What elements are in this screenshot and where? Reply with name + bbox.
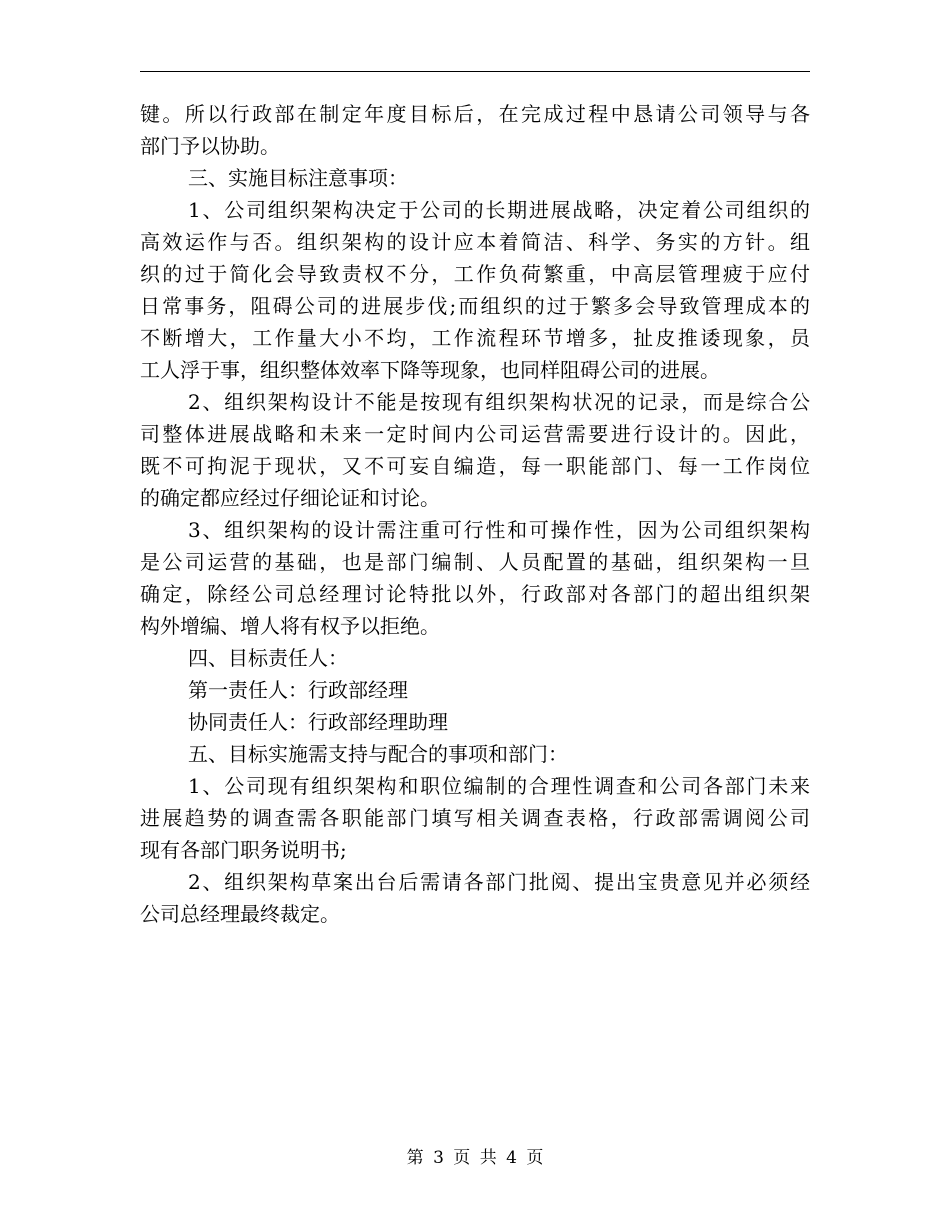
text-line: 是公司运营的基础，也是部门编制、人员配置的基础，组织架构一旦	[140, 550, 810, 574]
text-line: 既不可拘泥于现状，又不可妄自编造，每一职能部门、每一工作岗位	[140, 454, 810, 478]
text-line: 进展趋势的调查需各职能部门填写相关调查表格，行政部需调阅公司	[140, 806, 810, 830]
text-line: 第一责任人：行政部经理	[188, 678, 408, 702]
text-line: 高效运作与否。组织架构的设计应本着简洁、科学、务实的方针。组	[140, 230, 810, 254]
text-line: 三、实施目标注意事项：	[188, 166, 408, 190]
text-line: 协同责任人：行政部经理助理	[188, 710, 448, 734]
text-line: 1、公司组织架构决定于公司的长期进展战略，决定着公司组织的	[188, 198, 810, 222]
text-line: 键。所以行政部在制定年度目标后，在完成过程中恳请公司领导与各	[140, 102, 810, 126]
text-line: 部门予以协助。	[140, 134, 280, 158]
body-text	[140, 98, 810, 930]
text-line: 日常事务，阻碍公司的进展步伐;而组织的过于繁多会导致管理成本的	[140, 294, 810, 318]
text-line: 公司总经理最终裁定。	[140, 902, 340, 926]
text-line: 2、组织架构设计不能是按现有组织架构状况的记录，而是综合公	[188, 390, 810, 414]
text-line: 现有各部门职务说明书;	[140, 838, 347, 862]
text-line: 1、公司现有组织架构和职位编制的合理性调查和公司各部门未来	[188, 774, 810, 798]
text-line: 构外增编、增人将有权予以拒绝。	[140, 614, 440, 638]
text-line: 3、组织架构的设计需注重可行性和可操作性，因为公司组织架构	[188, 518, 810, 542]
text-line: 2、组织架构草案出台后需请各部门批阅、提出宝贵意见并必须经	[188, 870, 810, 894]
page-footer: 第 3 页 共 4 页	[406, 1148, 544, 1168]
text-line: 司整体进展战略和未来一定时间内公司运营需要进行设计的。因此，	[140, 422, 810, 446]
text-line: 工人浮于事，组织整体效率下降等现象，也同样阻碍公司的进展。	[140, 358, 720, 382]
text-line: 织的过于简化会导致责权不分，工作负荷繁重，中高层管理疲于应付	[140, 262, 810, 286]
text-line: 的确定都应经过仔细论证和讨论。	[140, 486, 440, 510]
text-line: 确定，除经公司总经理讨论特批以外，行政部对各部门的超出组织架	[140, 582, 810, 606]
text-line: 四、目标责任人：	[188, 646, 348, 670]
header-rule	[140, 71, 810, 72]
text-line: 不断增大，工作量大小不均，工作流程环节增多，扯皮推诿现象，员	[140, 326, 810, 350]
text-line: 五、目标实施需支持与配合的事项和部门：	[188, 742, 568, 766]
